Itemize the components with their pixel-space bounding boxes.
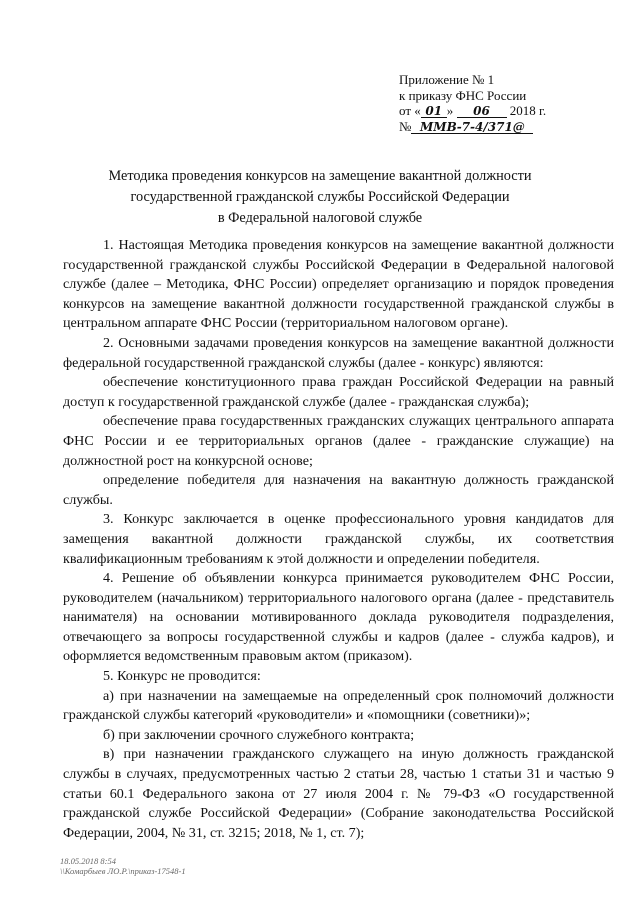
- document-body: [63, 236, 614, 843]
- document-title: [60, 166, 580, 229]
- paragraph-3: 3. Конкурс заключается в оценке профессионального уровня кандидатов для замещения вакантной должности гражданской службы, их соответствия квалификационным требованиям к этой должности и определении победителя.: [63, 511, 614, 567]
- title-line-1: Методика проведения конкурсов на замещение вакантной должности: [108, 168, 532, 184]
- appendix-number: [399, 119, 546, 135]
- date-day: 01: [421, 105, 447, 118]
- appendix-label: Приложение № 1: [399, 72, 495, 87]
- date-suffix: 2018 г.: [509, 103, 547, 118]
- title-line-3: в Федеральной налоговой службе: [217, 210, 423, 226]
- paragraph-5-item-v: в) при назначении гражданского служащего на иную должность гражданской службы в случаях, предусмотренных частью 2 статьи 28, частью 1 статьи 31 и частью 9 статьи 60.1 Федерального закона от 27 июля 2004 г. № 79-ФЗ «О государственной гражданской службе Российской Федерации» (Собрание законодательства Российской Федерации, 2004, № 31, ст. 3215; 2018, № 1, ст. 7);: [63, 746, 614, 841]
- paragraph-2-item-3: определение победителя для назначения на вакантную должность гражданской службы.: [63, 472, 614, 508]
- paragraph-2-item-2: обеспечение права государственных гражданских служащих центрального аппарата ФНС России и ее территориальных органов (далее - гражданские служащие) на должностной рост на конкурсной основе;: [63, 413, 614, 469]
- appendix-block: [399, 72, 546, 134]
- appendix-order-ref: к приказу ФНС России: [399, 87, 527, 103]
- order-number: ММВ-7-4/371@: [411, 121, 533, 134]
- title-line-2: государственной гражданской службы Российской Федерации: [130, 189, 510, 205]
- paragraph-4: 4. Решение об объявлении конкурса принимается руководителем ФНС России, руководителем (начальником) территориального налогового органа (далее - представитель нанимателя) на основании мотивированного доклада руководителя подразделения, отвечающего за вопросы государственной службы и кадров (далее - служба кадров), и оформляется ведомственным правовым актом (приказом).: [63, 570, 614, 665]
- footer-timestamp: 18.05.2018 8:54: [60, 856, 116, 866]
- paragraph-5: 5. Конкурс не проводится:: [103, 668, 261, 685]
- file-stamp-footer: [60, 856, 186, 876]
- date-prefix: от «: [399, 103, 421, 118]
- paragraph-5-item-a: а) при назначении на замещаемые на определенный срок полномочий должности гражданской службы категорий «руководители» и «помощники (советники)»;: [63, 687, 614, 724]
- number-prefix: №: [399, 118, 412, 134]
- date-mid: »: [446, 103, 454, 118]
- paragraph-5-item-b: б) при заключении срочного служебного контракта;: [103, 726, 415, 743]
- footer-file-path: \\Комарбыев ЛО.Р.\приказ-17548-1: [60, 866, 186, 876]
- date-month: 06: [457, 105, 507, 118]
- appendix-date: [399, 103, 546, 119]
- paragraph-1: 1. Настоящая Методика проведения конкурсов на замещение вакантной должности государственной гражданской службы Российской Федерации в Федеральной налоговой службе (далее – Методика, ФНС России) определяет организацию и порядок проведения конкурсов на замещение вакантной должности государственной гражданской службы в центральном аппарате ФНС России (территориальном налоговом органе).: [63, 237, 614, 332]
- paragraph-2-item-1: обеспечение конституционного права граждан Российской Федерации на равный доступ к государственной гражданской службе (далее - гражданская служба);: [63, 374, 614, 410]
- paragraph-2: 2. Основными задачами проведения конкурсов на замещение вакантной должности федеральной государственной гражданской службы (далее - конкурс) являются:: [63, 334, 614, 371]
